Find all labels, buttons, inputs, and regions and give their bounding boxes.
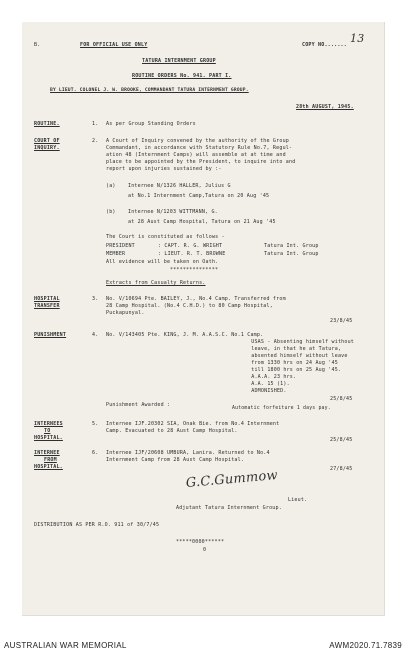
entry-line: No. V/143405 Pte. KING, J. M. A.A.S.C. No.1 Camp.	[106, 332, 264, 338]
item-heading: INQUIRY.	[34, 145, 60, 151]
injury-line: Internee N/1203 WITTMANN, G.	[128, 209, 218, 215]
injury-line: Internee N/1326 HALLER, Julius G	[128, 183, 231, 189]
separator: ***************	[170, 267, 219, 273]
court-member-unit: Tatura Int. Group	[264, 251, 319, 257]
court-evidence: All evidence will be taken on Oath.	[106, 259, 219, 265]
item-line: As per Group Standing Orders	[106, 121, 196, 127]
entry-heading: HOSPITAL.	[34, 435, 63, 441]
by-line: BY LIEUT. COLONEL J. W. BROOKE, COMMANDANT TATURA INTERNMENT GROUP.	[50, 88, 249, 93]
injury-label: (a)	[106, 183, 116, 189]
entry-heading: HOSPITAL	[34, 296, 60, 302]
entry-date: 25/8/45	[330, 396, 353, 402]
signature-title: Adjutant Tatura Internment Group.	[176, 505, 282, 511]
court-role: PRESIDENT	[106, 243, 135, 249]
order-date: 28th AUGUST, 1945.	[296, 104, 354, 110]
punishment-note: Automatic forfeiture 1 days pay.	[232, 406, 331, 411]
entry-line: Internee IJF.20302 SIA, Onak Bie. from No.4 Internment	[106, 421, 280, 427]
entry-number: 6.	[92, 450, 99, 456]
entry-line: till 1800 hrs on 25 Aug '45.	[232, 367, 342, 373]
item-heading: COURT OF	[34, 138, 60, 144]
entry-line: Internment Camp from 28 Aust Camp Hospital.	[106, 457, 245, 463]
item-line: report upon injuries sustained by :-	[106, 166, 222, 172]
end-mark: *****0000******	[176, 539, 225, 545]
copy-label: COPY NO.......	[302, 42, 347, 48]
item-line: place to be appointed by the President, to inquire into and	[106, 159, 296, 165]
entry-heading: TRANSFER	[34, 303, 60, 309]
entry-date: 25/8/45	[330, 437, 353, 443]
entry-number: 5.	[92, 421, 99, 427]
header-letter: B.	[34, 42, 41, 48]
entry-line: ADMONISHED.	[232, 388, 287, 394]
punishment-label: Punishment Awarded :	[106, 402, 171, 408]
item-line: Commandant, in accordance with Statutory Rule No.7, Regul-	[106, 145, 293, 151]
entry-heading: PUNISHMENT	[34, 332, 67, 338]
signature-handwriting: G.C.Gummow	[185, 468, 279, 491]
court-role: MEMBER	[106, 251, 126, 257]
entry-number: 4.	[92, 332, 99, 338]
entry-line: Puckapunyal.	[106, 310, 145, 316]
classification: FOR OFFICIAL USE ONLY	[80, 42, 148, 48]
court-member-name: : CAPT. R. G. WRIGHT	[158, 243, 223, 249]
entry-date: 23/8/45	[330, 318, 353, 324]
signature-rank: Lieut.	[288, 497, 308, 503]
entry-heading: HOSPITAL.	[34, 464, 63, 470]
entry-heading: INTERNEE	[34, 450, 60, 456]
entry-line: 28 Camp Hospital. (No.4 C.H.D.) to 80 Camp Hospital,	[106, 303, 273, 309]
item-number: 1.	[92, 121, 99, 127]
court-member-unit: Tatura Int. Group	[264, 243, 319, 249]
entry-line: Internee IJF/20608 UMBURA, Lanira. Returned to No.4	[106, 450, 270, 456]
footer-source: AUSTRALIAN WAR MEMORIAL	[4, 641, 127, 650]
injury-label: (b)	[106, 209, 116, 215]
entry-line: No. V/10694 Pte. BAILEY, J., No.4 Camp. Transferred from	[106, 296, 286, 302]
item-line: ation 48 (Internment Camps) will assemble at at time and	[106, 152, 286, 158]
entry-line: USAS - Absenting himself without	[232, 339, 354, 345]
entry-date: 27/8/45	[330, 466, 353, 472]
court-member-name: : LIEUT. R. T. BROWNE	[158, 251, 226, 257]
entry-line: leave, in that he at Tatura,	[232, 346, 342, 352]
copy-number: 13	[350, 32, 365, 45]
item-number: 2.	[92, 138, 99, 144]
extracts-heading: Extracts from Casualty Returns.	[106, 280, 206, 286]
entry-heading: TO	[44, 428, 51, 434]
injury-line: at No.1 Internment Camp,Tatura on 20 Aug '45	[128, 193, 270, 199]
end-sub: 0	[203, 547, 207, 553]
orders-title: ROUTINE ORDERS No. 941. PART I.	[132, 73, 232, 79]
injury-line: at 28 Aust Camp Hospital, Tatura on 21 Aug '45	[128, 219, 276, 225]
entry-line: from 1330 hrs on 24 Aug '45	[232, 360, 338, 366]
entry-line: absented himself without leave	[232, 353, 348, 359]
item-line: A Court of Inquiry convened by the authority of the Group	[106, 138, 289, 144]
unit-title: TATURA INTERNMENT GROUP	[142, 58, 216, 64]
footer-accession: AWM2020.71.7839	[329, 641, 402, 650]
entry-line: A.A. 15 (1).	[232, 381, 290, 387]
court-intro: The Court is constituted as follows -	[106, 234, 225, 240]
distribution: DISTRIBUTION AS PER R.O. 911 of 30/7/45	[34, 522, 160, 528]
entry-heading: FROM	[44, 457, 57, 463]
entry-line: Camp. Evacuated to 28 Aust Camp Hospital.	[106, 428, 238, 434]
entry-number: 3.	[92, 296, 99, 302]
entry-line: A.A.A. 23 hrs.	[232, 374, 297, 380]
item-heading: ROUTINE.	[34, 121, 60, 127]
entry-heading: INTERNEES	[34, 421, 63, 427]
